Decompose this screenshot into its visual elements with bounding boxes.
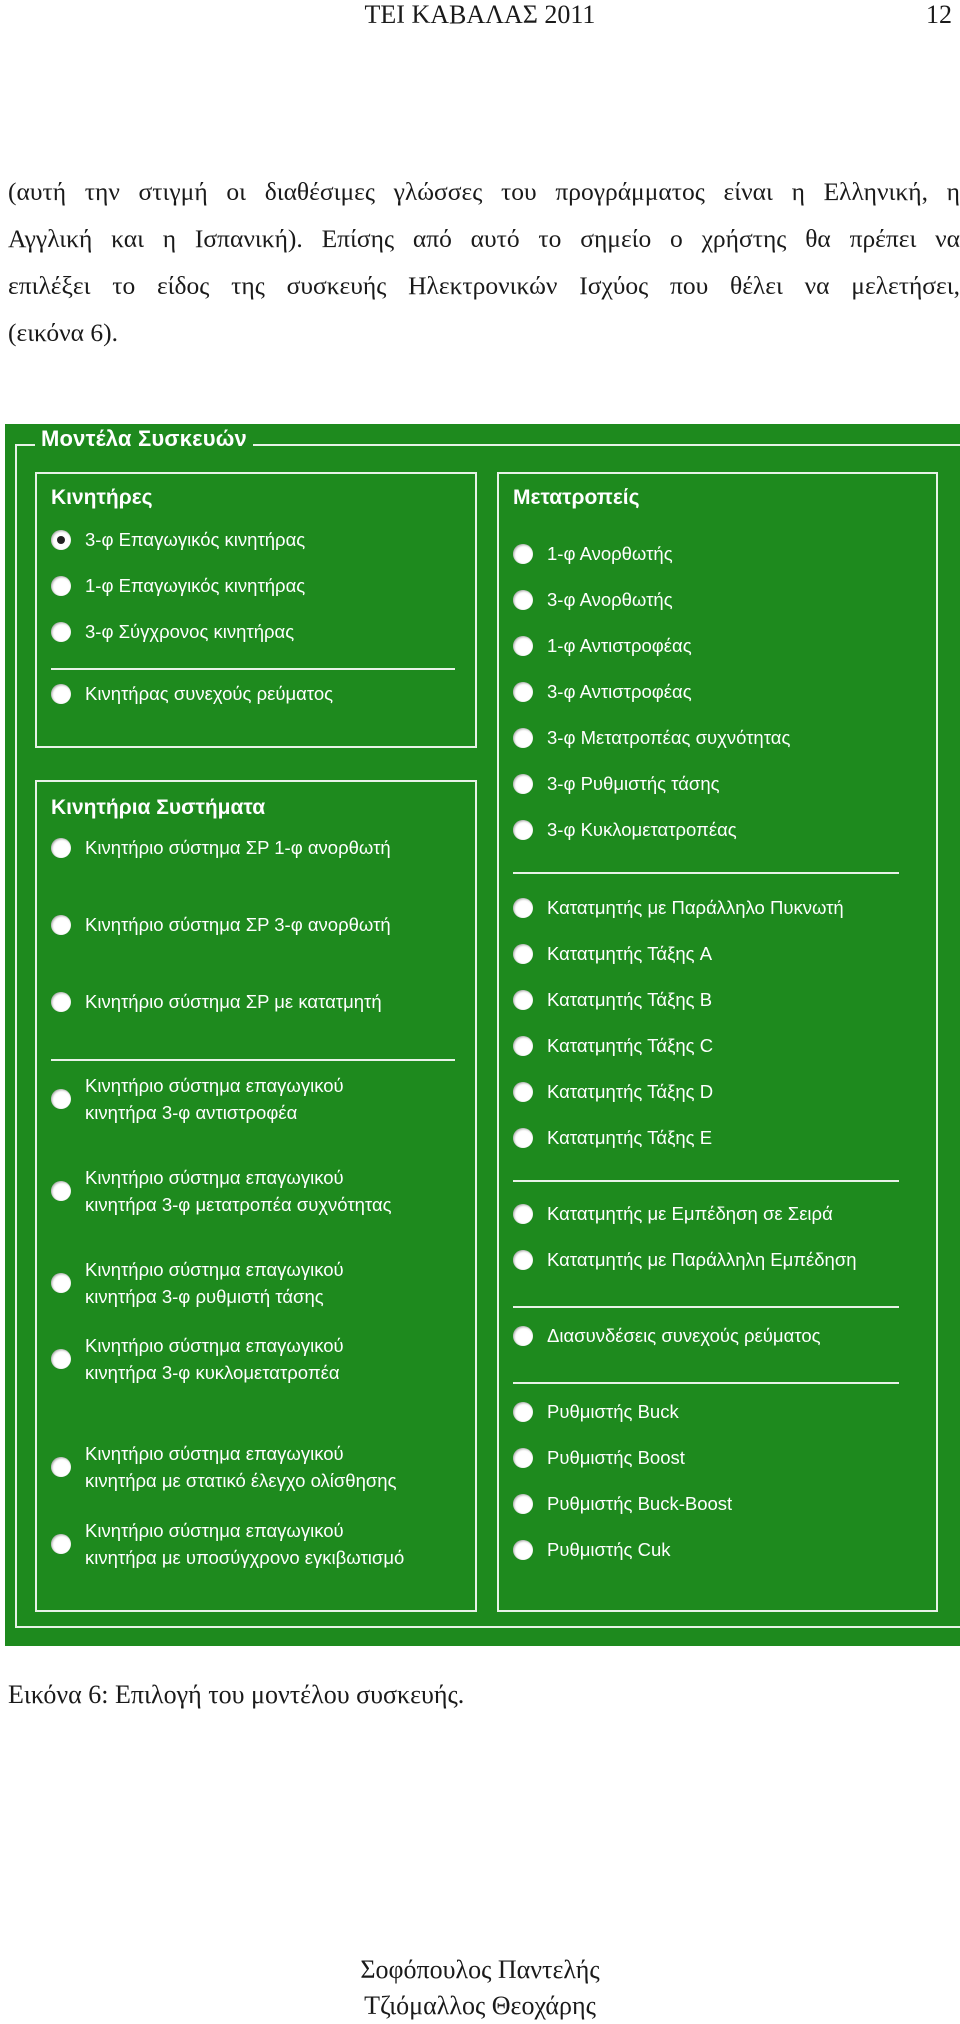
header-title: ΤΕΙ ΚΑΒΑΛΑΣ 2011 bbox=[364, 0, 596, 29]
converter-option[interactable] bbox=[513, 540, 673, 567]
radio-button[interactable] bbox=[51, 530, 71, 550]
radio-label-line: Ρυθμιστής Boost bbox=[547, 1447, 685, 1468]
motors-separator bbox=[51, 668, 455, 670]
radio-label bbox=[547, 1398, 679, 1425]
radio-label-line: Κατατμητής με Παράλληλο Πυκνωτή bbox=[547, 897, 844, 918]
paragraph-line: Αγγλική και η Ισπανική). Επίσης από αυτό το σημείο ο χρήστης θα πρέπει να bbox=[8, 224, 960, 253]
radio-label-line: 3-φ Μετατροπέας συχνότητας bbox=[547, 727, 791, 748]
converter-option[interactable] bbox=[513, 1078, 713, 1105]
radio-label-line: Ρυθμιστής Cuk bbox=[547, 1539, 671, 1560]
radio-label-line: Κατατμητής με Παράλληλη Εμπέδηση bbox=[547, 1249, 857, 1270]
radio-button[interactable] bbox=[513, 990, 533, 1010]
radio-label bbox=[547, 1078, 713, 1105]
radio-label-line: Ρυθμιστής Buck-Boost bbox=[547, 1493, 733, 1514]
drive-system-option[interactable] bbox=[51, 1072, 344, 1126]
radio-button[interactable] bbox=[513, 898, 533, 918]
radio-button[interactable] bbox=[513, 1082, 533, 1102]
motor-option[interactable] bbox=[51, 526, 305, 553]
radio-button[interactable] bbox=[513, 1250, 533, 1270]
radio-label bbox=[85, 834, 391, 861]
radio-label-line: κινητήρα 3-φ αντιστροφέα bbox=[85, 1102, 298, 1123]
radio-label-line: κινητήρα 3-φ κυκλομετατροπέα bbox=[85, 1362, 340, 1383]
figure-caption: Εικόνα 6: Επιλογή του μοντέλου συσκευής. bbox=[8, 1680, 465, 1709]
radio-label bbox=[547, 816, 737, 843]
radio-label bbox=[547, 894, 844, 921]
radio-label bbox=[85, 572, 305, 599]
converters-title: Μετατροπείς bbox=[513, 486, 640, 509]
radio-label-line: Κινητήριο σύστημα επαγωγικού bbox=[85, 1335, 344, 1356]
radio-label-line: Κινητήριο σύστημα ΣΡ με κατατμητή bbox=[85, 991, 382, 1012]
page-header bbox=[8, 0, 952, 34]
converters-separator bbox=[513, 872, 899, 874]
radio-label bbox=[547, 1032, 713, 1059]
radio-label bbox=[85, 1072, 344, 1126]
radio-button[interactable] bbox=[51, 1534, 71, 1554]
drive-system-option[interactable] bbox=[51, 834, 391, 861]
radio-button[interactable] bbox=[51, 622, 71, 642]
converters-separator bbox=[513, 1306, 899, 1308]
radio-button[interactable] bbox=[51, 1181, 71, 1201]
radio-label bbox=[547, 770, 720, 797]
radio-button[interactable] bbox=[513, 636, 533, 656]
page-number: 12 bbox=[926, 0, 952, 29]
converter-option[interactable] bbox=[513, 1536, 670, 1563]
radio-label-line: 3-φ Ανορθωτής bbox=[547, 589, 673, 610]
radio-label-line: 3-φ Κυκλομετατροπέας bbox=[547, 819, 737, 840]
drive-system-option[interactable] bbox=[51, 1332, 344, 1386]
radio-label-line: Κινητήριο σύστημα επαγωγικού bbox=[85, 1167, 344, 1188]
converter-option[interactable] bbox=[513, 1124, 712, 1151]
radio-label bbox=[85, 618, 294, 645]
paragraph-line: (αυτή την στιγμή οι διαθέσιμες γλώσσες του προγράμματος είναι η Ελληνική, η bbox=[8, 177, 960, 206]
radio-label-line: Κατατμητής Τάξης E bbox=[547, 1127, 713, 1148]
radio-label bbox=[547, 1444, 685, 1471]
drive-system-option[interactable] bbox=[51, 988, 382, 1015]
radio-label-line: Κατατμητής Τάξης D bbox=[547, 1081, 714, 1102]
converter-option[interactable] bbox=[513, 1246, 857, 1273]
radio-label bbox=[547, 1124, 712, 1151]
converter-option[interactable] bbox=[513, 894, 844, 921]
radio-label bbox=[85, 1256, 344, 1310]
radio-label-line: 1-φ Επαγωγικός κινητήρας bbox=[85, 575, 306, 596]
radio-label-line: 3-φ Ρυθμιστής τάσης bbox=[547, 773, 720, 794]
radio-button[interactable] bbox=[513, 944, 533, 964]
converter-option[interactable] bbox=[513, 1490, 732, 1517]
converter-option[interactable] bbox=[513, 986, 712, 1013]
radio-button[interactable] bbox=[51, 684, 71, 704]
radio-label bbox=[547, 986, 712, 1013]
radio-label-line: 3-φ Αντιστροφέας bbox=[547, 681, 692, 702]
radio-label bbox=[547, 1536, 670, 1563]
radio-button[interactable] bbox=[513, 820, 533, 840]
radio-label bbox=[547, 678, 692, 705]
radio-label bbox=[547, 1246, 857, 1273]
radio-label bbox=[85, 1440, 396, 1494]
radio-button[interactable] bbox=[51, 992, 71, 1012]
motor-option[interactable] bbox=[51, 572, 305, 599]
radio-label-line: Κατατμητής Τάξης A bbox=[547, 943, 713, 964]
radio-button[interactable] bbox=[513, 1326, 533, 1346]
converter-option[interactable] bbox=[513, 724, 790, 751]
radio-button[interactable] bbox=[51, 838, 71, 858]
radio-label-line: 1-φ Ανορθωτής bbox=[547, 543, 673, 564]
radio-button[interactable] bbox=[513, 1036, 533, 1056]
radio-label-line: Διασυνδέσεις συνεχούς ρεύματος bbox=[547, 1325, 821, 1346]
radio-button[interactable] bbox=[513, 544, 533, 564]
radio-label bbox=[547, 1322, 821, 1349]
drive-systems-separator bbox=[51, 1059, 455, 1061]
radio-button[interactable] bbox=[513, 590, 533, 610]
radio-label-line: Κινητήριο σύστημα επαγωγικού bbox=[85, 1259, 344, 1280]
motors-title: Κινητήρες bbox=[51, 486, 153, 509]
radio-button[interactable] bbox=[513, 1204, 533, 1224]
converter-option[interactable] bbox=[513, 1032, 713, 1059]
radio-button[interactable] bbox=[513, 1448, 533, 1468]
drive-system-option[interactable] bbox=[51, 1256, 344, 1310]
radio-button[interactable] bbox=[51, 1089, 71, 1109]
drive-systems-title: Κινητήρια Συστήματα bbox=[51, 796, 266, 819]
converter-option[interactable] bbox=[513, 678, 692, 705]
radio-label bbox=[547, 540, 673, 567]
radio-label-line: Κινητήριο σύστημα επαγωγικού bbox=[85, 1075, 344, 1096]
radio-label bbox=[547, 940, 712, 967]
converter-option[interactable] bbox=[513, 1200, 833, 1227]
radio-label bbox=[85, 526, 305, 553]
radio-label bbox=[85, 988, 382, 1015]
radio-label-line: Κινητήριο σύστημα ΣΡ 1-φ ανορθωτή bbox=[85, 837, 391, 858]
converter-option[interactable] bbox=[513, 1444, 685, 1471]
radio-label bbox=[547, 632, 692, 659]
author-name: Τζιόμαλλος Θεοχάρης bbox=[364, 1991, 596, 2020]
radio-label bbox=[547, 586, 673, 613]
drive-system-option[interactable] bbox=[51, 1164, 392, 1218]
radio-label bbox=[85, 911, 391, 938]
radio-button[interactable] bbox=[513, 774, 533, 794]
converter-option[interactable] bbox=[513, 1322, 821, 1349]
radio-label bbox=[85, 680, 333, 707]
radio-button[interactable] bbox=[51, 1457, 71, 1477]
radio-label-line: κινητήρα 3-φ μετατροπέα συχνότητας bbox=[85, 1194, 392, 1215]
radio-label-line: Κινητήριο σύστημα επαγωγικού bbox=[85, 1520, 344, 1541]
motor-option[interactable] bbox=[51, 680, 333, 707]
radio-button[interactable] bbox=[513, 1494, 533, 1514]
converter-option[interactable] bbox=[513, 586, 673, 613]
radio-label-line: κινητήρα με υποσύγχρονο εγκιβωτισμό bbox=[85, 1547, 405, 1568]
radio-label-line: Κατατμητής με Εμπέδηση σε Σειρά bbox=[547, 1203, 833, 1224]
radio-label-line: κινητήρα 3-φ ρυθμιστή τάσης bbox=[85, 1286, 324, 1307]
radio-label-line: 1-φ Αντιστροφέας bbox=[547, 635, 692, 656]
body-paragraph bbox=[8, 168, 960, 356]
radio-label bbox=[85, 1164, 392, 1218]
page-footer bbox=[0, 1952, 960, 2024]
radio-button[interactable] bbox=[51, 576, 71, 596]
radio-label bbox=[547, 1200, 833, 1227]
radio-label bbox=[85, 1517, 404, 1571]
radio-button[interactable] bbox=[51, 1349, 71, 1369]
radio-button[interactable] bbox=[513, 1128, 533, 1148]
radio-button[interactable] bbox=[51, 915, 71, 935]
radio-label-line: 3-φ Επαγωγικός κινητήρας bbox=[85, 529, 306, 550]
drive-system-option[interactable] bbox=[51, 1440, 396, 1494]
radio-button[interactable] bbox=[513, 1402, 533, 1422]
drive-system-option[interactable] bbox=[51, 1517, 404, 1571]
converter-option[interactable] bbox=[513, 770, 720, 797]
author-name: Σοφόπουλος Παντελής bbox=[360, 1955, 600, 1984]
converter-option[interactable] bbox=[513, 1398, 679, 1425]
converters-separator bbox=[513, 1382, 899, 1384]
paragraph-line: επιλέξει το είδος της συσκευής Ηλεκτρονικών Ισχύος που θέλει να μελετήσει, bbox=[8, 271, 960, 300]
radio-label bbox=[547, 1490, 732, 1517]
radio-label-line: Κινητήριο σύστημα επαγωγικού bbox=[85, 1443, 344, 1464]
converter-option[interactable] bbox=[513, 632, 692, 659]
radio-button[interactable] bbox=[513, 1540, 533, 1560]
panel-legend: Μοντέλα Συσκευών bbox=[35, 426, 253, 452]
device-models-panel bbox=[5, 424, 960, 1646]
motor-option[interactable] bbox=[51, 618, 294, 645]
radio-button[interactable] bbox=[513, 682, 533, 702]
converters-separator bbox=[513, 1180, 899, 1182]
radio-label bbox=[85, 1332, 344, 1386]
radio-label-line: Κινητήριο σύστημα ΣΡ 3-φ ανορθωτή bbox=[85, 914, 391, 935]
radio-button[interactable] bbox=[51, 1273, 71, 1293]
radio-label-line: Κατατμητής Τάξης C bbox=[547, 1035, 714, 1056]
radio-label-line: Κατατμητής Τάξης B bbox=[547, 989, 713, 1010]
radio-button[interactable] bbox=[513, 728, 533, 748]
paragraph-line: (εικόνα 6). bbox=[8, 318, 118, 347]
radio-label-line: Ρυθμιστής Buck bbox=[547, 1401, 679, 1422]
drive-system-option[interactable] bbox=[51, 911, 391, 938]
radio-label bbox=[547, 724, 790, 751]
radio-label-line: Κινητήρας συνεχούς ρεύματος bbox=[85, 683, 334, 704]
radio-label-line: 3-φ Σύγχρονος κινητήρας bbox=[85, 621, 295, 642]
converter-option[interactable] bbox=[513, 816, 737, 843]
converter-option[interactable] bbox=[513, 940, 712, 967]
radio-label-line: κινητήρα με στατικό έλεγχο ολίσθησης bbox=[85, 1470, 397, 1491]
